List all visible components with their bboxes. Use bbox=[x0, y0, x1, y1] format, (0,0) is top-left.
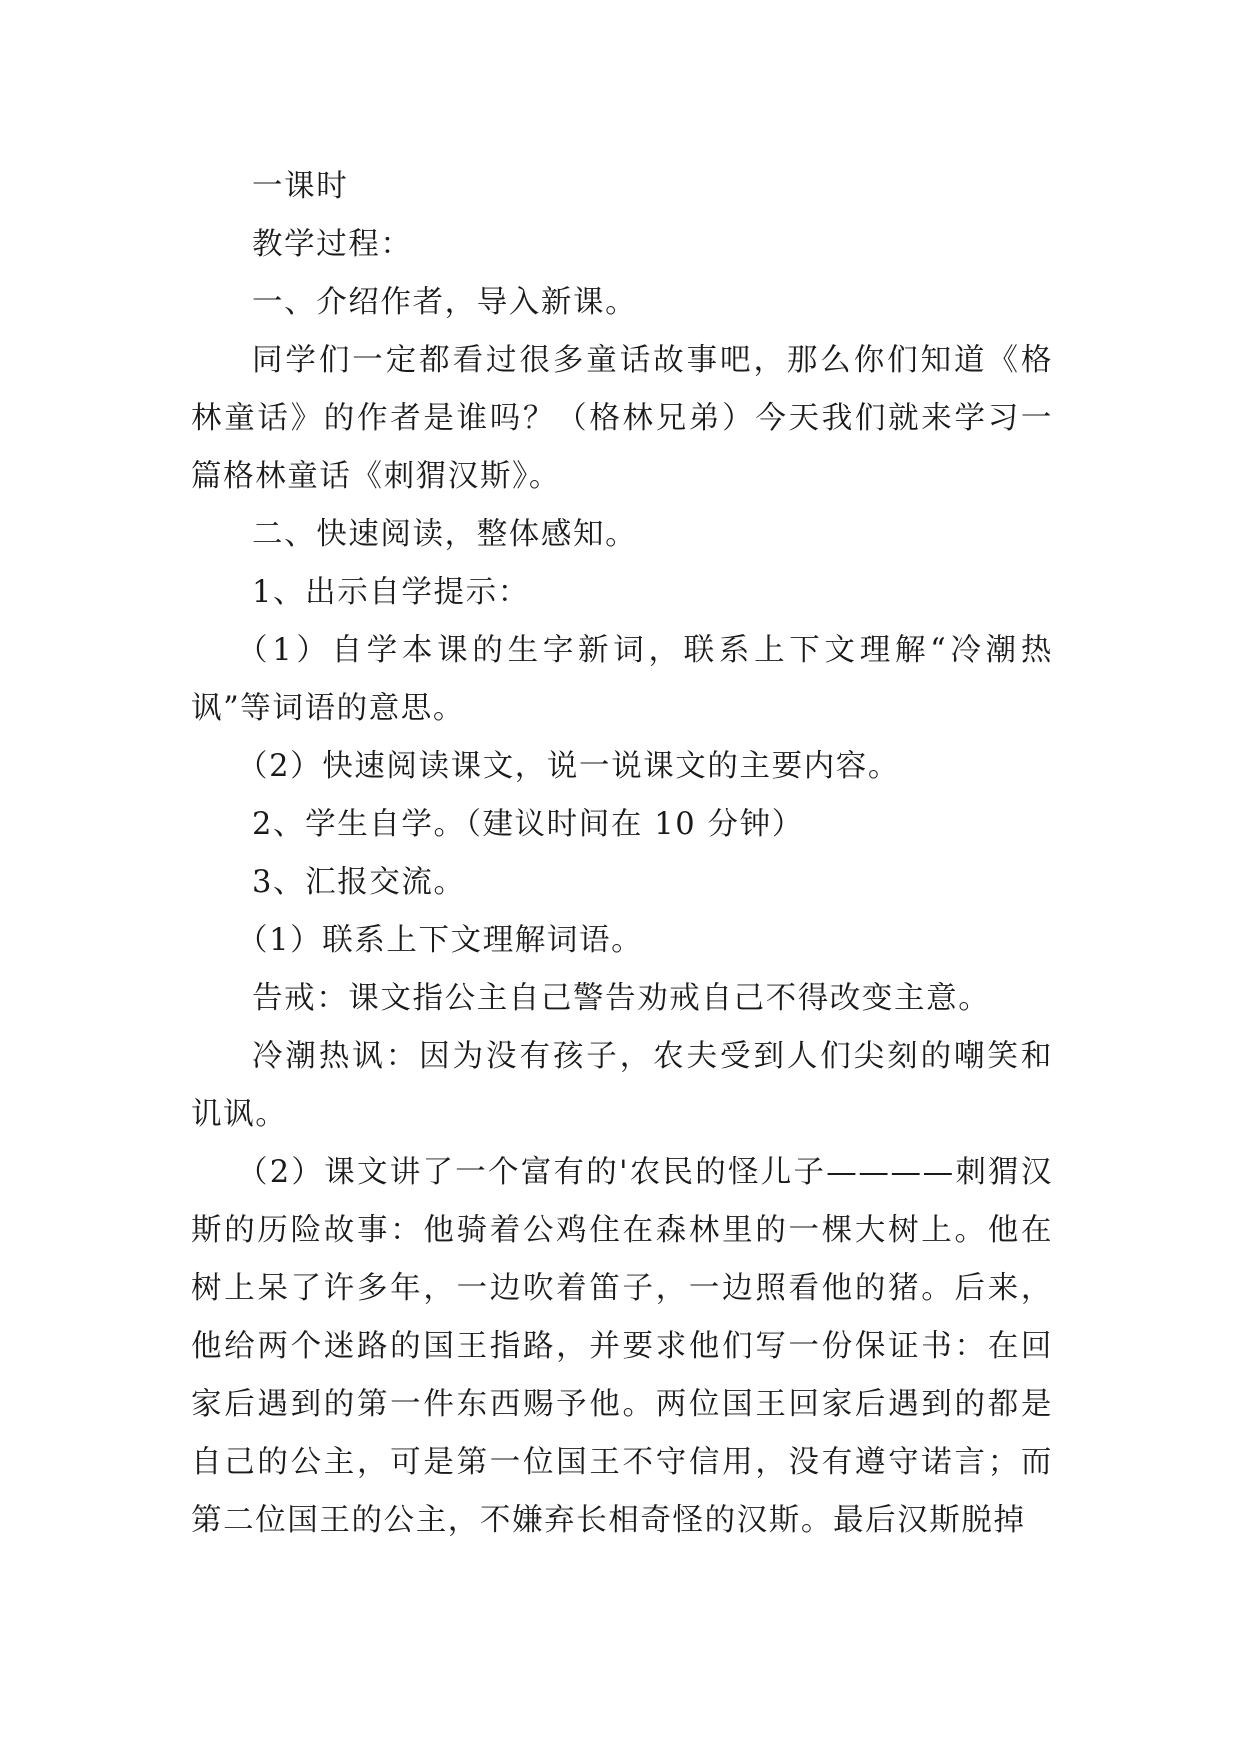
step-1-heading: 1、出示自学提示： bbox=[252, 575, 530, 610]
section-heading-1: 一、介绍作者，导入新课。 bbox=[252, 285, 638, 320]
step-3-heading: 3、汇报交流。 bbox=[252, 865, 466, 900]
story-summary-paragraph: （2）课文讲了一个富有的'农民的怪儿子————刺猬汉斯的历险故事：他骑着公鸡住在森林里的一棵大树上。他在树上呆了许多年，一边吹着笛子，一边照看他的猪。后来，他给两个迷路的国王指路，并要求他们写一份保证书：在回家后遇到的第一件东西赐予他。两位国王回家后遇到的都是自己的公主，可是第一位国王不守信用，没有遵守诺言；而第二位国王的公主，不嫌弃长相奇怪的汉斯。最后汉斯脱掉 bbox=[191, 1155, 1053, 1538]
step-2-line: 2、学生自学。（建议时间在 10 分钟） bbox=[252, 807, 804, 842]
self-study-tip-1: （1）自学本课的生字新词，联系上下文理解“冷潮热讽”等词语的意思。 bbox=[191, 633, 1053, 726]
teaching-process-heading: 教学过程： bbox=[252, 227, 413, 262]
vocabulary-definition-2: 冷潮热讽：因为没有孩子，农夫受到人们尖刻的嘲笑和讥讽。 bbox=[191, 1039, 1053, 1132]
vocabulary-definition-1: 告戒：课文指公主自己警告劝戒自己不得改变主意。 bbox=[252, 981, 991, 1016]
document-body bbox=[191, 158, 1053, 1550]
vocabulary-subheading: （1）联系上下文理解词语。 bbox=[237, 923, 644, 958]
self-study-tip-2: （2）快速阅读课文，说一说课文的主要内容。 bbox=[237, 749, 901, 784]
intro-paragraph: 同学们一定都看过很多童话故事吧，那么你们知道《格林童话》的作者是谁吗？（格林兄弟）今天我们就来学习一篇格林童话《刺猬汉斯》。 bbox=[191, 343, 1053, 494]
lesson-period-line: 一课时 bbox=[252, 169, 349, 204]
section-heading-2: 二、快速阅读，整体感知。 bbox=[252, 517, 638, 552]
